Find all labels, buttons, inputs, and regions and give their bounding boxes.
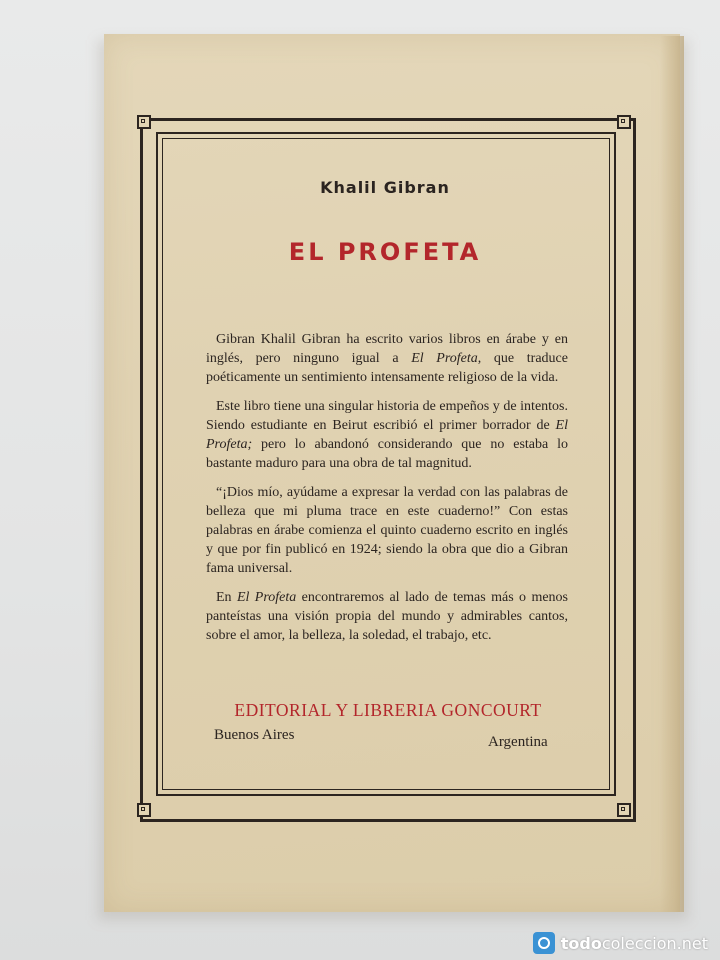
blurb-text: [206, 330, 568, 655]
blurb-paragraph: “¡Dios mío, ayúdame a expresar la verdad con las palabras de belleza que mi pluma trace en este cuaderno!” Con estas palabras en árabe comienza el quinto cuaderno escrito en inglés y que por fin publicó en 1924; siendo la obra que dio a Gibran fama universal.: [206, 485, 568, 576]
publisher-city: Buenos Aires: [214, 727, 295, 743]
blurb-paragraph: Este libro tiene una singular historia de empeños y de intentos. Siendo estudiante en Beirut escribió el primer borrador de El Profeta; pero lo abandonó considerando que no estaba lo bastante maduro para una obra de tal magnitud.: [206, 399, 568, 471]
publisher-country: Argentina: [488, 734, 548, 750]
frame-corner-ornament: [137, 115, 151, 129]
frame-corner-ornament: [137, 803, 151, 817]
blurb-paragraph: En El Profeta encontraremos al lado de temas más o menos panteístas una visión propia del mundo y admirables cantos, sobre el amor, la belleza, la soledad, el trabajo, etc.: [206, 590, 568, 643]
blurb-paragraph: Gibran Khalil Gibran ha escrito varios libros en árabe y en inglés, pero ninguno igual a El Profeta, que traduce poéticamente un sentimiento intensamente religioso de la vida.: [206, 332, 568, 385]
book-worn-edge: [660, 36, 684, 912]
watermark-text: todocoleccion.net: [560, 933, 708, 953]
site-watermark: [533, 932, 708, 954]
frame-corner-ornament: [617, 115, 631, 129]
author-name: Khalil Gibran: [320, 178, 450, 197]
book-title: EL PROFETA: [288, 238, 482, 266]
frame-corner-ornament: [617, 803, 631, 817]
publisher-name: EDITORIAL Y LIBRERIA GONCOURT: [234, 700, 542, 720]
watermark-logo-icon: [533, 932, 555, 954]
